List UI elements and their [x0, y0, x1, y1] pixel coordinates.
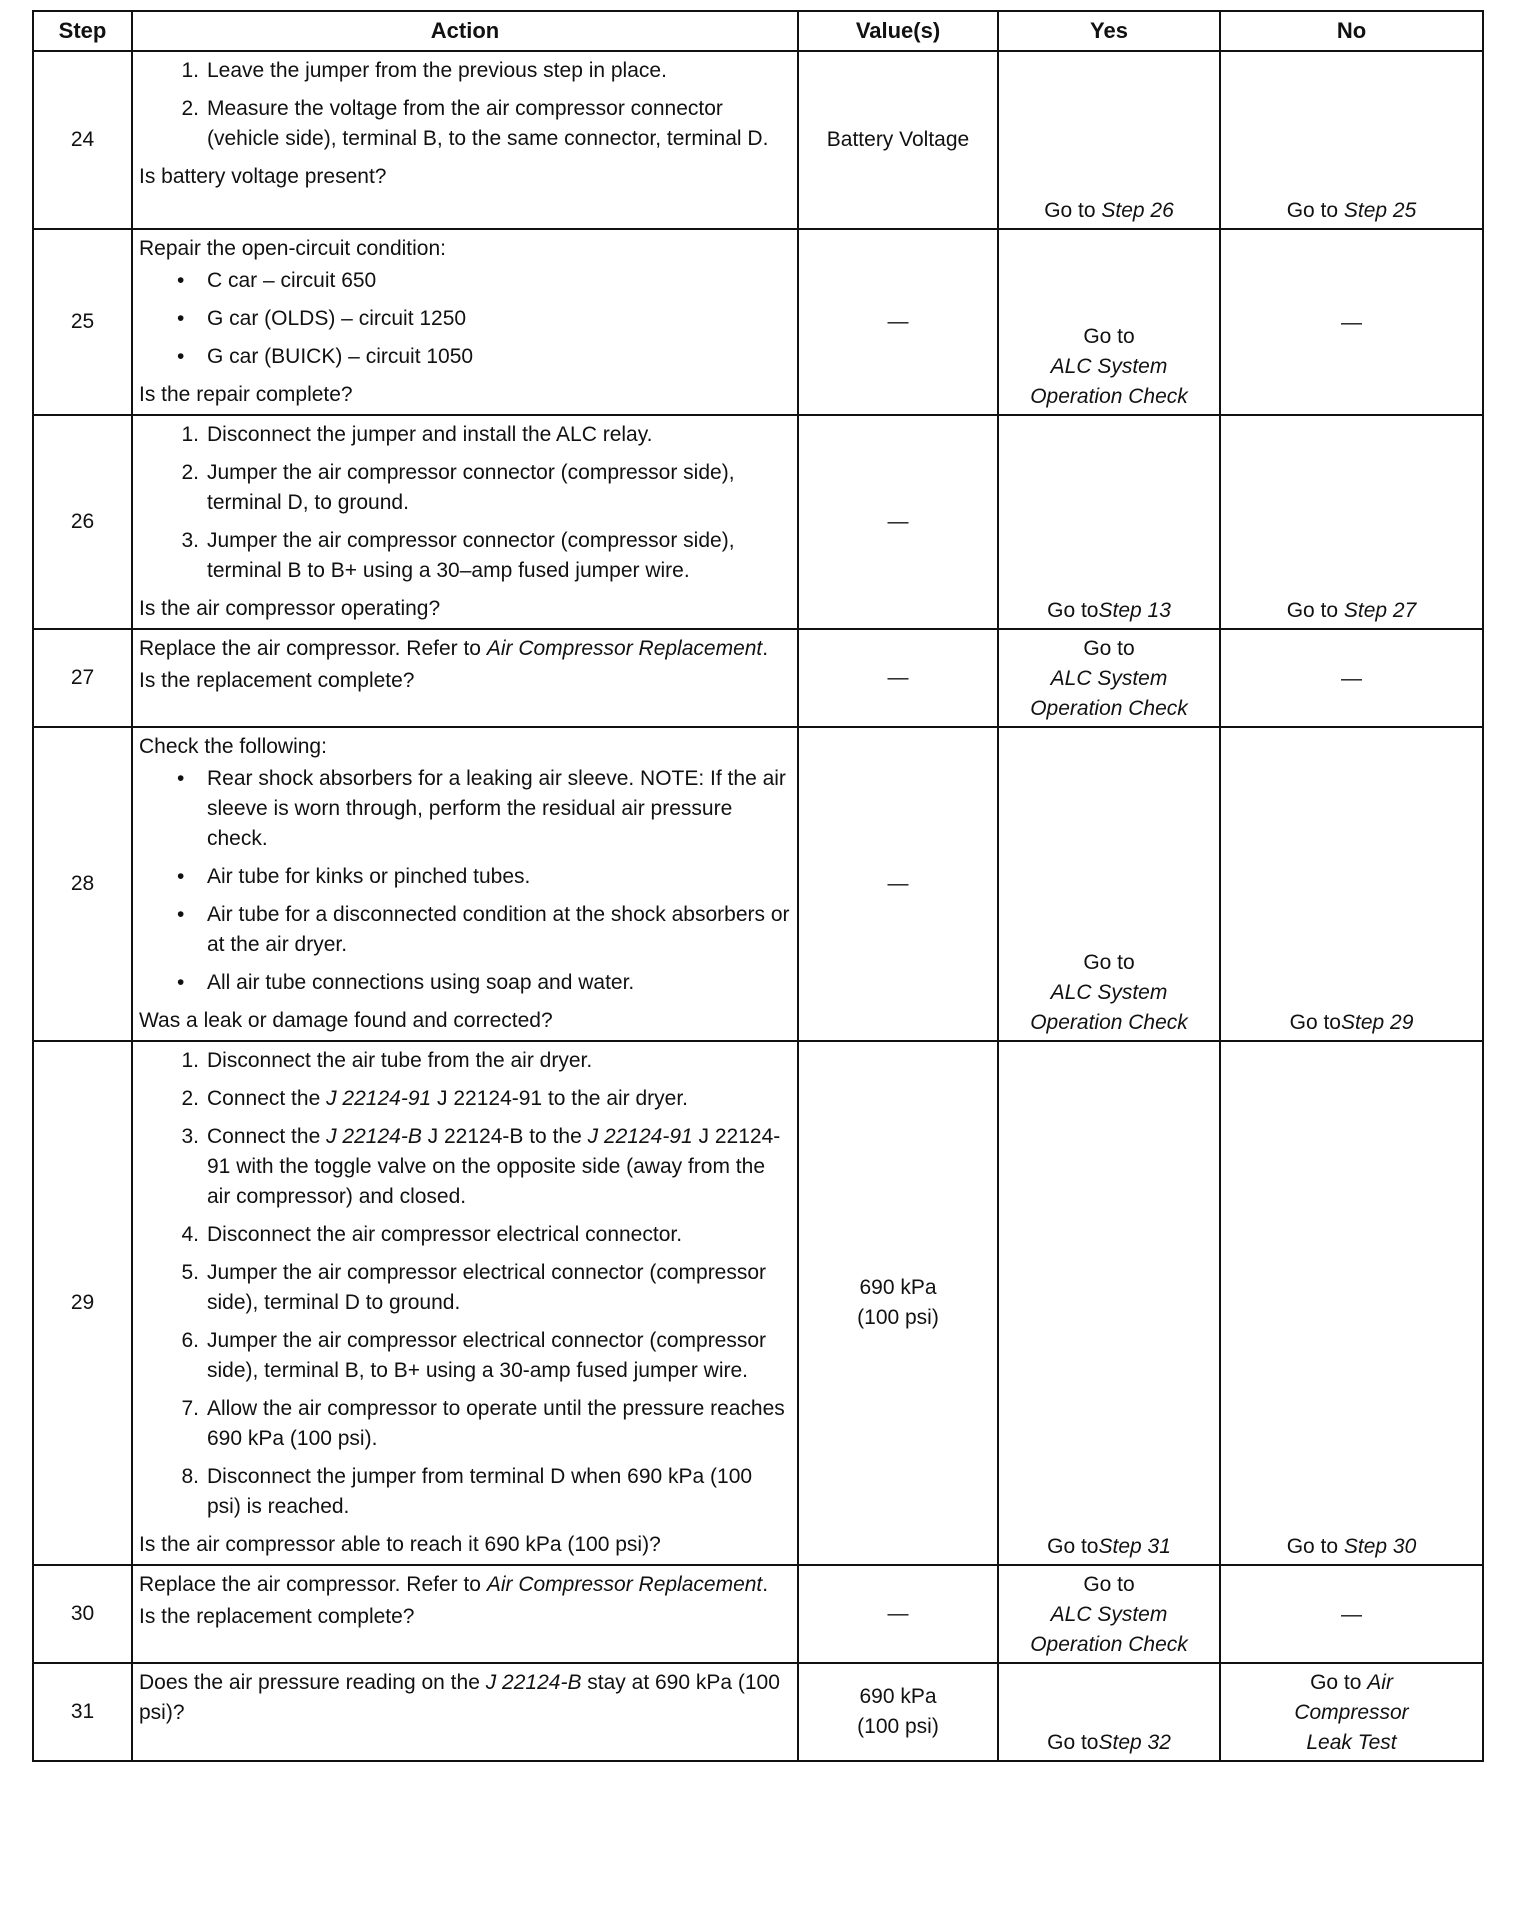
action-cell	[132, 629, 798, 727]
yes-action	[1005, 196, 1213, 226]
no-action-line	[1227, 1008, 1476, 1038]
no-action-target: Air	[1367, 1671, 1393, 1694]
yes-action	[1005, 1728, 1213, 1758]
yes-cell	[998, 1663, 1220, 1761]
step-text: J 22124-91 to the air dryer.	[431, 1087, 689, 1110]
bullet-list	[139, 764, 791, 998]
yes-action-target-line: ALC System	[1050, 981, 1168, 1004]
step-index: 1.	[181, 59, 199, 82]
no-action-dash: —	[1341, 667, 1362, 690]
no-action	[1227, 196, 1476, 226]
yes-action-pre: Go to	[1083, 951, 1135, 974]
step-text: Jumper the air compressor connector (compressor side), terminal B to B+ using a 30–amp fused jumper wire.	[207, 529, 735, 582]
step-number: 27	[33, 629, 132, 727]
yes-action-target: Step 26	[1101, 199, 1174, 222]
step-text: Jumper the air compressor connector (compressor side), terminal D, to ground.	[207, 461, 735, 514]
yes-action	[1005, 948, 1213, 1038]
step-number: 28	[33, 727, 132, 1041]
yes-cell	[998, 1041, 1220, 1565]
yes-action-target-line: Operation Check	[1030, 1011, 1188, 1034]
no-cell	[1220, 415, 1483, 629]
no-action-pre: Go to	[1310, 1671, 1368, 1694]
no-action-pre: Go to	[1289, 1011, 1341, 1034]
value-text: —	[887, 872, 909, 895]
yes-action-line	[1005, 1532, 1213, 1562]
list-item	[139, 56, 791, 86]
list-item	[139, 1258, 791, 1318]
action-intro	[139, 1668, 791, 1728]
bullet-dot: •	[177, 767, 185, 790]
value-cell	[798, 629, 998, 727]
step-index: 4.	[181, 1223, 199, 1246]
list-item	[139, 458, 791, 518]
no-action	[1227, 1532, 1476, 1562]
yes-action	[1005, 1532, 1213, 1562]
action-cell	[132, 229, 798, 415]
no-action-target-line: Compressor	[1294, 1701, 1409, 1724]
no-action-pre: Go to	[1286, 199, 1344, 222]
no-action	[1227, 1668, 1476, 1758]
step-number: 26	[33, 415, 132, 629]
yes-action	[1005, 1570, 1213, 1660]
list-item	[139, 1046, 791, 1076]
value-cell	[798, 229, 998, 415]
list-item	[139, 1394, 791, 1454]
list-item	[139, 420, 791, 450]
value-cell	[798, 1041, 998, 1565]
bullet-dot: •	[177, 865, 185, 888]
no-action-line	[1227, 196, 1476, 226]
step-text: Disconnect the jumper from terminal D when 690 kPa (100 psi) is reached.	[207, 1465, 753, 1518]
step-number: 31	[33, 1663, 132, 1761]
no-cell	[1220, 1663, 1483, 1761]
list-item	[139, 304, 791, 334]
step-index: 2.	[181, 1087, 199, 1110]
yes-action-pre: Go to	[1047, 599, 1099, 622]
no-action-dash: —	[1341, 1603, 1362, 1626]
bullet-dot: •	[177, 903, 185, 926]
step-text: Connect the	[207, 1087, 327, 1110]
step-text: Measure the voltage from the air compressor connector (vehicle side), terminal B, to the same connector, terminal D.	[207, 97, 769, 150]
tool-ref: J 22124-91	[326, 1087, 432, 1110]
step-text: J 22124-91 with the toggle valve on the opposite side (away from the air compressor) and closed.	[207, 1125, 781, 1208]
bullet-text: C car – circuit 650	[207, 269, 377, 292]
step-text: Jumper the air compressor electrical connector (compressor side), terminal B, to B+ using a 30-amp fused jumper wire.	[207, 1329, 767, 1382]
intro-text-end: .	[762, 1573, 769, 1596]
no-action	[1227, 1600, 1476, 1630]
intro-text: Does the air pressure reading on the	[139, 1671, 486, 1694]
table-row	[33, 1565, 1483, 1663]
table-row	[33, 51, 1483, 229]
yes-action-pre: Go to	[1047, 1731, 1099, 1754]
intro-text-end: .	[762, 637, 769, 660]
step-text: Connect the	[207, 1125, 327, 1148]
intro-reference: Air Compressor Replacement	[486, 1573, 763, 1596]
action-cell	[132, 1041, 798, 1565]
yes-cell	[998, 1565, 1220, 1663]
no-action-pre: Go to	[1286, 1535, 1344, 1558]
step-index: 1.	[181, 423, 199, 446]
yes-action-pre: Go to	[1083, 1573, 1135, 1596]
no-cell	[1220, 229, 1483, 415]
yes-action-target-line: ALC System	[1050, 1603, 1168, 1626]
step-index: 2.	[181, 97, 199, 120]
diagnostic-document	[32, 10, 1482, 1762]
yes-action-target-line: ALC System	[1050, 355, 1168, 378]
yes-cell	[998, 727, 1220, 1041]
value-text: (100 psi)	[857, 1715, 939, 1738]
intro-text: Replace the air compressor. Refer to	[139, 637, 487, 660]
no-action	[1227, 1008, 1476, 1038]
list-item	[139, 526, 791, 586]
yes-action-pre: Go to	[1083, 325, 1135, 348]
yes-action-pre: Go to	[1083, 637, 1135, 660]
value-cell	[798, 727, 998, 1041]
yes-action-line	[1005, 634, 1213, 664]
yes-cell	[998, 415, 1220, 629]
bullet-dot: •	[177, 307, 185, 330]
table-row	[33, 229, 1483, 415]
header-step: Step	[33, 11, 132, 51]
yes-cell	[998, 51, 1220, 229]
action-intro: Repair the open-circuit condition:	[139, 237, 447, 260]
value-text: —	[887, 1602, 909, 1625]
step-number: 25	[33, 229, 132, 415]
no-cell	[1220, 629, 1483, 727]
no-action-target: Step 29	[1340, 1011, 1414, 1034]
yes-action-line	[1005, 322, 1213, 352]
yes-action-line	[1005, 948, 1213, 978]
table-row	[33, 1663, 1483, 1761]
yes-action	[1005, 634, 1213, 724]
step-index: 3.	[181, 1125, 199, 1148]
numbered-steps	[139, 56, 791, 154]
value-text: —	[887, 510, 909, 533]
step-index: 3.	[181, 529, 199, 552]
value-cell	[798, 1565, 998, 1663]
yes-action-line	[1005, 1570, 1213, 1600]
value-text: 690 kPa	[859, 1276, 937, 1299]
yes-action-line	[1005, 1728, 1213, 1758]
no-action	[1227, 664, 1476, 694]
yes-action-pre: Go to	[1044, 199, 1102, 222]
list-item	[139, 94, 791, 154]
action-question: Is the air compressor able to reach it 690 kPa (100 psi)?	[139, 1533, 661, 1556]
step-number: 24	[33, 51, 132, 229]
list-item	[139, 1462, 791, 1522]
value-cell	[798, 415, 998, 629]
intro-reference: J 22124-B	[485, 1671, 582, 1694]
numbered-steps	[139, 1046, 791, 1522]
step-index: 1.	[181, 1049, 199, 1072]
step-index: 7.	[181, 1397, 199, 1420]
no-action-target-line: Leak Test	[1306, 1731, 1397, 1754]
action-intro	[139, 1570, 791, 1600]
table-body	[33, 51, 1483, 1761]
list-item	[139, 900, 791, 960]
step-number: 30	[33, 1565, 132, 1663]
bullet-text: Air tube for kinks or pinched tubes.	[207, 865, 531, 888]
step-text: Disconnect the jumper and install the ALC relay.	[207, 423, 653, 446]
list-item	[139, 1326, 791, 1386]
yes-action	[1005, 322, 1213, 412]
step-text: J 22124-B to the	[421, 1125, 588, 1148]
header-row	[33, 11, 1483, 51]
table-row	[33, 629, 1483, 727]
action-question: Was a leak or damage found and corrected?	[139, 1009, 553, 1032]
no-action-target: Step 27	[1343, 599, 1417, 622]
no-cell	[1220, 1041, 1483, 1565]
no-action-line	[1227, 1668, 1476, 1698]
no-cell	[1220, 727, 1483, 1041]
list-item	[139, 1220, 791, 1250]
list-item	[139, 764, 791, 854]
action-cell	[132, 415, 798, 629]
step-number: 29	[33, 1041, 132, 1565]
action-intro	[139, 634, 791, 664]
step-index: 8.	[181, 1465, 199, 1488]
intro-text: Replace the air compressor. Refer to	[139, 1573, 487, 1596]
bullet-text: Rear shock absorbers for a leaking air sleeve. NOTE: If the air sleeve is worn through, perform the residual air pressure check.	[207, 767, 786, 850]
bullet-dot: •	[177, 971, 185, 994]
value-text: (100 psi)	[857, 1306, 939, 1329]
no-action-target: Step 25	[1343, 199, 1417, 222]
yes-action-target: Step 13	[1098, 599, 1171, 622]
yes-cell	[998, 629, 1220, 727]
action-cell	[132, 1663, 798, 1761]
action-question: Is the air compressor operating?	[139, 597, 441, 620]
header-action: Action	[132, 11, 798, 51]
header-values: Value(s)	[798, 11, 998, 51]
action-question: Is the replacement complete?	[139, 1605, 415, 1628]
value-text: —	[887, 666, 909, 689]
list-item	[139, 266, 791, 296]
action-question: Is the replacement complete?	[139, 669, 415, 692]
bullet-dot: •	[177, 345, 185, 368]
bullet-text: All air tube connections using soap and water.	[207, 971, 635, 994]
action-cell	[132, 727, 798, 1041]
step-text: Allow the air compressor to operate until the pressure reaches 690 kPa (100 psi).	[207, 1397, 785, 1450]
list-item	[139, 1084, 791, 1114]
bullet-text: Air tube for a disconnected condition at the shock absorbers or at the air dryer.	[207, 903, 790, 956]
yes-cell	[998, 229, 1220, 415]
action-cell	[132, 1565, 798, 1663]
yes-action-target-line: Operation Check	[1030, 1633, 1188, 1656]
list-item	[139, 342, 791, 372]
bullet-text: G car (BUICK) – circuit 1050	[207, 345, 474, 368]
action-question: Is battery voltage present?	[139, 165, 387, 188]
list-item	[139, 968, 791, 998]
no-action-target: Step 30	[1343, 1535, 1417, 1558]
value-text: 690 kPa	[859, 1685, 937, 1708]
step-text: Disconnect the air tube from the air dryer.	[207, 1049, 593, 1072]
list-item	[139, 862, 791, 892]
intro-text-end: stay at 690 kPa (100 psi)?	[139, 1671, 780, 1724]
step-text: Jumper the air compressor electrical connector (compressor side), terminal D to ground.	[207, 1261, 767, 1314]
table-row	[33, 727, 1483, 1041]
no-action-line	[1227, 596, 1476, 626]
bullet-dot: •	[177, 269, 185, 292]
yes-action-target-line: ALC System	[1050, 667, 1168, 690]
yes-action-target: Step 31	[1098, 1535, 1171, 1558]
bullet-list	[139, 266, 791, 372]
tool-ref: J 22124-91	[587, 1125, 693, 1148]
no-cell	[1220, 51, 1483, 229]
no-action	[1227, 308, 1476, 338]
intro-reference: Air Compressor Replacement	[486, 637, 763, 660]
no-action-line	[1227, 1532, 1476, 1562]
yes-action-pre: Go to	[1047, 1535, 1099, 1558]
value-cell	[798, 1663, 998, 1761]
step-text: Leave the jumper from the previous step in place.	[207, 59, 667, 82]
action-question: Is the repair complete?	[139, 383, 353, 406]
bullet-text: G car (OLDS) – circuit 1250	[207, 307, 467, 330]
value-text: Battery Voltage	[826, 128, 970, 151]
action-cell	[132, 51, 798, 229]
yes-action-target-line: Operation Check	[1030, 697, 1188, 720]
list-item	[139, 1122, 791, 1212]
action-intro: Check the following:	[139, 735, 327, 758]
no-action-pre: Go to	[1286, 599, 1344, 622]
step-index: 5.	[181, 1261, 199, 1284]
yes-action-target-line: Operation Check	[1030, 385, 1188, 408]
header-yes: Yes	[998, 11, 1220, 51]
header-no: No	[1220, 11, 1483, 51]
value-cell	[798, 51, 998, 229]
numbered-steps	[139, 420, 791, 586]
yes-action-line	[1005, 196, 1213, 226]
value-text: —	[887, 310, 909, 333]
yes-action	[1005, 596, 1213, 626]
no-action-dash: —	[1341, 311, 1362, 334]
no-cell	[1220, 1565, 1483, 1663]
table-row	[33, 1041, 1483, 1565]
diagnostic-table	[32, 10, 1484, 1762]
no-action	[1227, 596, 1476, 626]
step-text: Disconnect the air compressor electrical connector.	[207, 1223, 683, 1246]
table-row	[33, 415, 1483, 629]
yes-action-line	[1005, 596, 1213, 626]
yes-action-target: Step 32	[1098, 1731, 1171, 1754]
step-index: 6.	[181, 1329, 199, 1352]
step-index: 2.	[181, 461, 199, 484]
tool-ref: J 22124-B	[326, 1125, 422, 1148]
